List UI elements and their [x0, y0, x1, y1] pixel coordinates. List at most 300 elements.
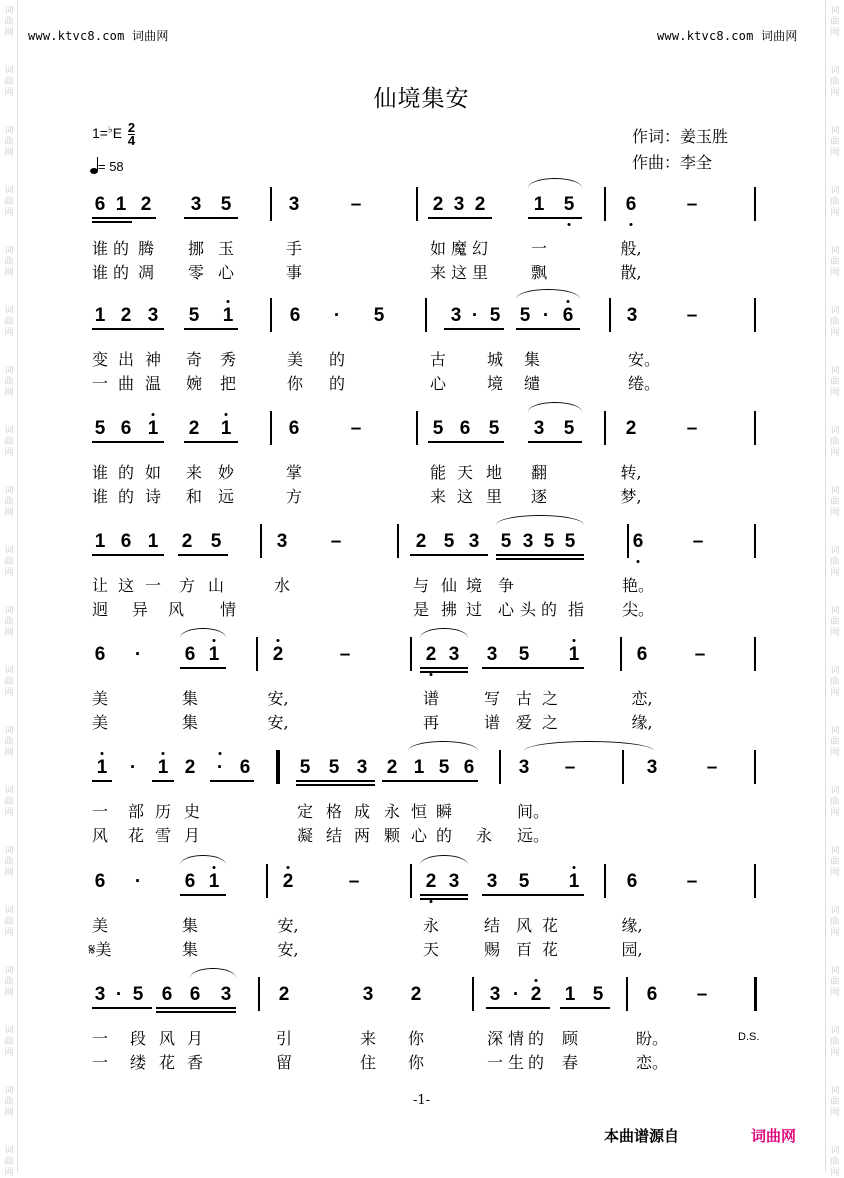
jianpu-note: 1 [157, 757, 169, 778]
dash-extension: – [686, 194, 698, 215]
watermark-glyph: 曲 [830, 437, 840, 447]
jianpu-note: 3 [450, 305, 462, 326]
jianpu-note: 2 [432, 194, 444, 215]
lyric-char: 缘, [631, 713, 653, 732]
lyric-char: 玉 [217, 239, 235, 258]
lyric-char: 一 [91, 1053, 109, 1072]
eighth-underline [92, 554, 164, 556]
watermark-glyph: 曲 [830, 257, 840, 267]
jianpu-note: 1 [147, 531, 159, 552]
jianpu-note: 2 [272, 644, 284, 665]
lyric-char: 盼。 [635, 1029, 669, 1048]
watermark-glyph: 网 [830, 748, 840, 758]
jianpu-note: 2 [474, 194, 486, 215]
eighth-underline [92, 1007, 152, 1009]
score-system [92, 977, 772, 1087]
dash-extension: – [686, 871, 698, 892]
lyric-char: 诗 [144, 487, 162, 506]
watermark-glyph: 网 [4, 208, 14, 218]
bar-line [626, 977, 628, 1011]
lyric-char: 迥 [91, 600, 109, 619]
lyric-char: 温 [144, 374, 162, 393]
jianpu-note: 3 [448, 644, 460, 665]
watermark-glyph: 曲 [4, 197, 14, 207]
lyric-char: 奇 [185, 350, 203, 369]
eighth-underline [444, 328, 504, 330]
score-system [92, 187, 772, 297]
lyric-char: 风 [91, 826, 109, 845]
dash-extension: – [696, 984, 708, 1005]
lyric-char: 妙 [217, 463, 235, 482]
lyric-char: 结 [483, 916, 501, 935]
jianpu-note: 3 [646, 757, 658, 778]
jianpu-note: 6 [646, 984, 658, 1005]
lyric-char: 尖。 [621, 600, 655, 619]
bar-line [410, 864, 412, 898]
watermark-glyph: 词 [830, 66, 840, 76]
lyric-char: 的 [112, 263, 130, 282]
lyric-char: 心 [217, 263, 235, 282]
jianpu-note: 6 [94, 871, 106, 892]
jianpu-note: 6 [94, 194, 106, 215]
jianpu-note: 1 [94, 305, 106, 326]
watermark-glyph: 曲 [4, 857, 14, 867]
watermark-glyph: 曲 [4, 137, 14, 147]
lyric-char: 变 [91, 350, 109, 369]
lyric-char: 百 [515, 940, 533, 959]
watermark-glyph: 曲 [830, 317, 840, 327]
bar-line [754, 864, 756, 898]
time-numerator: 2 [127, 120, 136, 135]
jianpu-note: 2 [181, 531, 193, 552]
jianpu-note: 2 [278, 984, 290, 1005]
watermark-glyph: 网 [4, 1048, 14, 1058]
lyric-char: 掌 [285, 463, 303, 482]
sixteenth-underline [420, 671, 468, 673]
key-prefix: 1= [92, 125, 108, 142]
watermark-glyph: 词 [830, 666, 840, 676]
eighth-underline [420, 667, 468, 669]
lyric-char: 腾 [137, 239, 155, 258]
lyric-line-2 [92, 710, 772, 730]
lyric-char: 引 [275, 1029, 293, 1048]
lyric-char: 住 [359, 1053, 377, 1072]
watermark-glyph: 词 [830, 306, 840, 316]
watermark-glyph: 网 [4, 1108, 14, 1118]
lyric-char: 散, [620, 263, 642, 282]
jianpu-note: 5 [592, 984, 604, 1005]
lyric-char: 能 [429, 463, 447, 482]
jianpu-note: 1 [564, 984, 576, 1005]
lyric-char: 花 [541, 916, 559, 935]
octave-dot-low [430, 673, 433, 676]
jianpu-note: 3 [94, 984, 106, 1005]
tempo-marking [90, 158, 124, 174]
jianpu-note: 6 [184, 871, 196, 892]
lyric-char: 的 [117, 463, 135, 482]
watermark-glyph: 词 [830, 606, 840, 616]
score-system [92, 298, 772, 408]
watermark-glyph: 词 [4, 666, 14, 676]
watermark-glyph: 词 [830, 366, 840, 376]
lyric-char: 风 [167, 600, 185, 619]
notation-row [92, 298, 772, 338]
lyric-line-1 [92, 1026, 772, 1046]
left-watermark-strip [0, 0, 18, 1178]
sixteenth-underline [296, 784, 375, 786]
jianpu-note: 1 [220, 418, 232, 439]
bar-line [754, 411, 756, 445]
jianpu-note: 1 [115, 194, 127, 215]
lyric-char: 凝 [296, 826, 314, 845]
watermark-glyph: 曲 [4, 1157, 14, 1167]
watermark-glyph: 网 [4, 568, 14, 578]
watermark-glyph: 词 [4, 6, 14, 16]
eighth-underline [92, 328, 164, 330]
watermark-glyph: 词 [4, 246, 14, 256]
lyric-line-2 [92, 371, 772, 391]
jianpu-note: 3 [147, 305, 159, 326]
lyric-line-1 [92, 347, 772, 367]
bar-line [754, 750, 756, 784]
lyric-char: 定 [296, 802, 314, 821]
jianpu-note: 5 [373, 305, 385, 326]
jianpu-note: 1 [94, 531, 106, 552]
lyric-char: 成 [353, 802, 371, 821]
octave-dot-high [219, 752, 222, 755]
watermark-glyph: 词 [4, 1146, 14, 1156]
lyric-char: 永 [422, 916, 440, 935]
jianpu-note: 1 [222, 305, 234, 326]
lyric-char: 香 [186, 1053, 204, 1072]
dash-extension: – [330, 531, 342, 552]
watermark-glyph: 词 [4, 726, 14, 736]
eighth-underline [528, 217, 582, 219]
lyric-char: 情 [507, 1029, 525, 1048]
tempo-value: = 58 [98, 158, 124, 174]
jianpu-note: 2 [625, 418, 637, 439]
watermark-glyph: 网 [4, 928, 14, 938]
jianpu-note: · [542, 305, 550, 326]
lyric-char: 的 [117, 487, 135, 506]
lyric-char: 如 [429, 239, 447, 258]
lyric-char: 头 [519, 600, 537, 619]
watermark-glyph: 曲 [830, 497, 840, 507]
lyric-line-2 [88, 937, 772, 959]
lyric-char: 方 [285, 487, 303, 506]
watermark-glyph: 网 [830, 688, 840, 698]
jianpu-note: 6 [184, 644, 196, 665]
eighth-underline [560, 1007, 610, 1009]
watermark-glyph: 网 [830, 988, 840, 998]
bar-line [266, 864, 268, 898]
lyric-char: 生 [507, 1053, 525, 1072]
notation-row [92, 864, 772, 904]
sixteenth-underline [92, 221, 132, 223]
bar-line [754, 524, 756, 558]
bar-line [627, 524, 629, 558]
lyric-char: 般, [620, 239, 642, 258]
eighth-underline [180, 894, 226, 896]
lyric-char: 来 [429, 263, 447, 282]
watermark-glyph: 网 [830, 388, 840, 398]
jianpu-note: 1 [208, 871, 220, 892]
lyric-char: 情 [219, 600, 237, 619]
lyric-char: 的 [540, 600, 558, 619]
lyric-line-1 [92, 686, 772, 706]
jianpu-note: 3 [190, 194, 202, 215]
jianpu-note: 2 [184, 757, 196, 778]
page-number: -1- [412, 1093, 431, 1108]
octave-dot-low [568, 223, 571, 226]
bar-line [609, 298, 611, 332]
watermark-glyph: 曲 [830, 377, 840, 387]
jianpu-note: · [333, 305, 341, 326]
jianpu-note: 2 [425, 871, 437, 892]
lyric-char: 艳。 [621, 576, 655, 595]
lyric-char: 赐 [483, 940, 501, 959]
jianpu-note: 6 [636, 644, 648, 665]
lyric-char: 和 [185, 487, 203, 506]
jianpu-note: 3 [486, 644, 498, 665]
lyric-char: 指 [567, 600, 585, 619]
eighth-underline [296, 780, 375, 782]
lyric-char: 天 [456, 463, 474, 482]
watermark-glyph: 词 [830, 1146, 840, 1156]
lyric-char: 美 [91, 916, 109, 935]
lyric-line-1 [92, 573, 772, 593]
notation-row [92, 637, 772, 677]
watermark-glyph: 词 [830, 726, 840, 736]
watermark-glyph: 网 [4, 1168, 14, 1178]
watermark-glyph: 曲 [830, 17, 840, 27]
lyric-char: 秀 [219, 350, 237, 369]
eighth-underline [184, 441, 238, 443]
dash-extension: – [348, 871, 360, 892]
lyric-char: 留 [275, 1053, 293, 1072]
lyric-char: 梦, [620, 487, 642, 506]
lyric-char: 你 [407, 1029, 425, 1048]
watermark-glyph: 网 [830, 808, 840, 818]
watermark-glyph: 网 [4, 448, 14, 458]
lyric-char: 飘 [530, 263, 548, 282]
site-watermark-left: www.ktvc8.com 词曲网 [28, 29, 169, 43]
jianpu-note: 6 [562, 305, 574, 326]
lyric-char: 一 [91, 374, 109, 393]
lyric-line-1 [92, 236, 772, 256]
eighth-underline [92, 441, 164, 443]
bar-line [754, 298, 756, 332]
octave-dot-high [277, 639, 280, 642]
bar-line [270, 298, 272, 332]
octave-dot-high [227, 300, 230, 303]
lyric-char: 山 [207, 576, 225, 595]
eighth-underline [184, 217, 238, 219]
lyric-char: 一 [91, 1029, 109, 1048]
watermark-glyph: 词 [830, 1026, 840, 1036]
jianpu-note: 3 [276, 531, 288, 552]
jianpu-note: 6 [632, 531, 644, 552]
lyric-char: 远。 [516, 826, 550, 845]
lyric-char: 谁 [91, 263, 109, 282]
lyric-char: 水 [273, 576, 291, 595]
watermark-glyph: 词 [830, 906, 840, 916]
bar-line [260, 524, 262, 558]
eighth-underline [482, 894, 584, 896]
notation-row [92, 187, 772, 227]
lyric-char: 两 [353, 826, 371, 845]
lyric-char: 集 [181, 940, 199, 959]
lyric-char: 集 [181, 689, 199, 708]
watermark-glyph: 词 [4, 486, 14, 496]
eighth-underline [156, 1007, 236, 1009]
jianpu-note: · [134, 644, 142, 665]
jianpu-note: · [512, 984, 520, 1005]
eighth-underline [178, 554, 228, 556]
watermark-glyph: 词 [830, 846, 840, 856]
lyric-char: 瞬 [435, 802, 453, 821]
jianpu-note: 1 [147, 418, 159, 439]
watermark-glyph: 网 [830, 508, 840, 518]
watermark-glyph: 曲 [830, 797, 840, 807]
lyric-char: 拂 [440, 600, 458, 619]
jianpu-note: 5 [432, 418, 444, 439]
jianpu-note: 5 [94, 418, 106, 439]
jianpu-note: 6 [161, 984, 173, 1005]
watermark-glyph: 网 [4, 808, 14, 818]
watermark-glyph: 词 [4, 1026, 14, 1036]
lyric-line-1 [92, 460, 772, 480]
lyric-char: 格 [325, 802, 343, 821]
watermark-glyph: 网 [830, 928, 840, 938]
jianpu-note: 6 [120, 531, 132, 552]
lyric-line-2 [92, 1050, 772, 1070]
watermark-glyph: 曲 [830, 77, 840, 87]
watermark-glyph: 词 [830, 6, 840, 16]
watermark-glyph: 曲 [830, 977, 840, 987]
watermark-glyph: 词 [4, 606, 14, 616]
lyric-char: 谁 [91, 487, 109, 506]
watermark-glyph: 词 [830, 546, 840, 556]
jianpu-note: 1 [413, 757, 425, 778]
jianpu-note: 5 [443, 531, 455, 552]
watermark-glyph: 词 [4, 66, 14, 76]
jianpu-note: 5 [220, 194, 232, 215]
watermark-glyph: 网 [830, 1108, 840, 1118]
watermark-glyph: 曲 [4, 1037, 14, 1047]
watermark-glyph: 曲 [830, 617, 840, 627]
jianpu-note: 6 [289, 305, 301, 326]
eighth-underline [92, 217, 156, 219]
footer-source-label: 本曲谱源自 [604, 1127, 680, 1145]
bar-line [472, 977, 474, 1011]
watermark-glyph: 网 [830, 1168, 840, 1178]
watermark-glyph: 词 [4, 966, 14, 976]
lyric-char: 这 [117, 576, 135, 595]
watermark-glyph: 网 [4, 748, 14, 758]
lyric-char: 的 [112, 239, 130, 258]
watermark-glyph: 网 [830, 88, 840, 98]
lyric-char: 仙 [440, 576, 458, 595]
dal-segno-mark: D.S. [738, 1031, 760, 1043]
lyric-char: 之 [541, 713, 559, 732]
lyric-char: 凋 [137, 263, 155, 282]
time-signature [128, 122, 135, 147]
notation-row [92, 524, 772, 564]
lyric-char: 谁 [91, 239, 109, 258]
jianpu-note: 2 [282, 871, 294, 892]
watermark-glyph: 网 [830, 628, 840, 638]
watermark-glyph: 词 [830, 426, 840, 436]
lyric-char: 古 [429, 350, 447, 369]
lyric-char: 来 [185, 463, 203, 482]
bar-line [499, 750, 501, 784]
lyric-char: 神 [144, 350, 162, 369]
lyric-char: 谱 [483, 713, 501, 732]
watermark-glyph: 曲 [4, 257, 14, 267]
eighth-underline [486, 1007, 550, 1009]
watermark-glyph: 词 [4, 306, 14, 316]
lyric-char: 城 [486, 350, 504, 369]
watermark-glyph: 网 [830, 28, 840, 38]
lyric-char: 心 [497, 600, 515, 619]
watermark-glyph: 网 [830, 448, 840, 458]
eighth-underline [482, 667, 584, 669]
lyric-char: 零 [187, 263, 205, 282]
watermark-glyph: 词 [4, 786, 14, 796]
watermark-glyph: 词 [4, 366, 14, 376]
lyric-char: 翻 [530, 463, 548, 482]
jianpu-note: 2 [415, 531, 427, 552]
lyric-char: 古 [515, 689, 533, 708]
credits [632, 124, 728, 176]
score-system [88, 864, 772, 974]
lyric-char: 之 [541, 689, 559, 708]
time-denominator: 4 [127, 133, 136, 148]
lyric-char: 远 [217, 487, 235, 506]
bar-line [416, 411, 418, 445]
watermark-glyph: 网 [4, 328, 14, 338]
dash-extension: – [339, 644, 351, 665]
watermark-glyph: 网 [4, 388, 14, 398]
lyric-char: 缱 [523, 374, 541, 393]
score-system [92, 750, 772, 860]
watermark-glyph: 曲 [4, 377, 14, 387]
watermark-glyph: 网 [830, 568, 840, 578]
jianpu-note: 6 [288, 418, 300, 439]
lyric-char: 来 [359, 1029, 377, 1048]
watermark-glyph: 网 [4, 688, 14, 698]
jianpu-note: 5 [563, 418, 575, 439]
lyric-char: 𝄋美 [88, 940, 112, 959]
lyric-char: 心 [410, 826, 428, 845]
watermark-glyph: 词 [4, 186, 14, 196]
lyric-char: 安, [277, 940, 299, 959]
lyric-char: 一 [486, 1053, 504, 1072]
octave-dot-high [535, 979, 538, 982]
watermark-glyph: 曲 [830, 737, 840, 747]
octave-dot-high [213, 866, 216, 869]
jianpu-note: 5 [563, 194, 575, 215]
watermark-glyph: 曲 [4, 17, 14, 27]
eighth-underline [420, 894, 468, 896]
jianpu-note: 1 [568, 644, 580, 665]
watermark-glyph: 词 [830, 246, 840, 256]
sixteenth-underline [156, 1011, 236, 1013]
jianpu-note: 6 [94, 644, 106, 665]
jianpu-note: 3 [533, 418, 545, 439]
lyric-char: 再 [422, 713, 440, 732]
